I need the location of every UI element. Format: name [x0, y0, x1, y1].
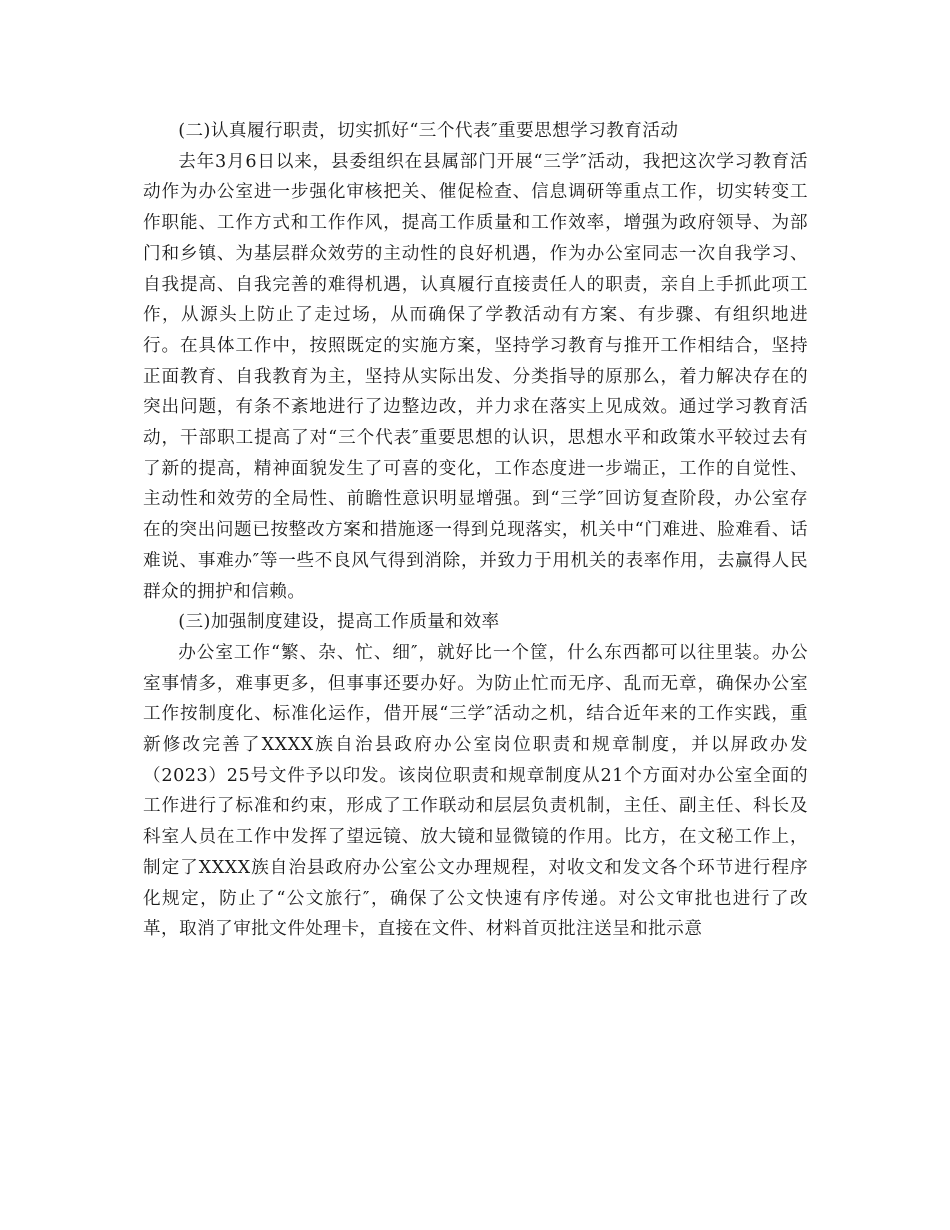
- section-3-paragraph: 办公室工作“繁、杂、忙、细″，就好比一个筐，什么东西都可以往里装。办公室事情多，难事更多，但事事还要办好。为防止忙而无序、乱而无章，确保办公室工作按制度化、标准化运作，借开展“三学″活动之机，结合近年来的工作实践，重新修改完善了XXXX族自治县政府办公室岗位职责和规章制度，并以屏政办发（2023）25号文件予以印发。该岗位职责和规章制度从21个方面对办公室全面的工作进行了标准和约束，形成了工作联动和层层负责机制，主任、副主任、科长及科室人员在工作中发挥了望远镜、放大镜和显微镜的作用。比方，在文秘工作上，制定了XXXX族自治县政府办公室公文办理规程，对收文和发文各个环节进行程序化规定，防止了“公文旅行″，确保了公文快速有序传递。对公文审批也进行了改革，取消了审批文件处理卡，直接在文件、材料首页批注送呈和批示意: [143, 642, 808, 940]
- section-heading-2: (二)认真履行职责，切实抓好“三个代表″重要思想学习教育活动: [178, 121, 679, 141]
- document-body: [143, 116, 808, 945]
- section-heading-3: (三)加强制度建设，提高工作质量和效率: [178, 612, 500, 633]
- section-2-paragraph: 去年3月6日以来，县委组织在县属部门开展“三学″活动，我把这次学习教育活动作为办公室进一步强化审核把关、催促检查、信息调研等重点工作，切实转变工作职能、工作方式和工作作风，提高工作质量和工作效率，增强为政府领导、为部门和乡镇、为基层群众效劳的主动性的良好机遇，作为办公室同志一次自我学习、自我提高、自我完善的难得机遇，认真履行直接责任人的职责，亲自上手抓此项工作，从源头上防止了走过场，从而确保了学教活动有方案、有步骤、有组织地进行。在具体工作中，按照既定的实施方案，坚持学习教育与推开工作相结合，坚持正面教育、自我教育为主，坚持从实际出发、分类指导的原那么，着力解决存在的突出问题，有条不紊地进行了边整边改，并力求在落实上见成效。通过学习教育活动，干部职工提高了对“三个代表″重要思想的认识，思想水平和政策水平较过去有了新的提高，精神面貌发生了可喜的变化，工作态度进一步端正，工作的自觉性、主动性和效劳的全局性、前瞻性意识明显增强。到“三学″回访复查阶段，办公室存在的突出问题已按整改方案和措施逐一得到兑现落实，机关中“门难进、脸难看、话难说、事难办″等一些不良风气得到消除，并致力于用机关的表率作用，去赢得人民群众的拥护和信赖。: [143, 151, 808, 602]
